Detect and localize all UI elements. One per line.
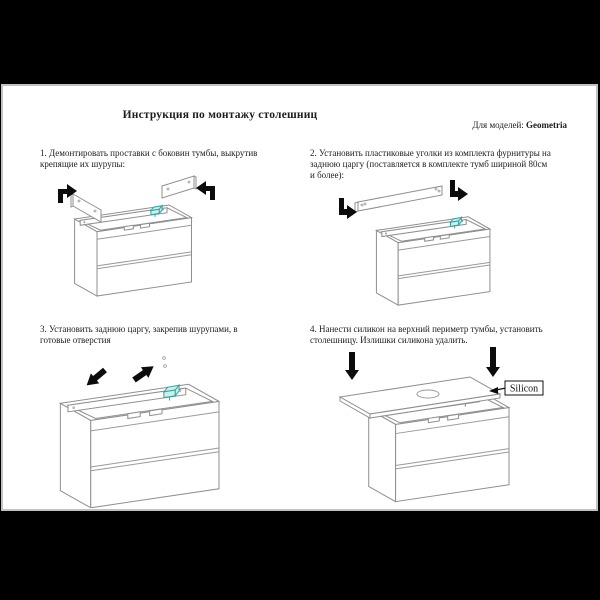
step-2-diagram	[318, 178, 568, 323]
bent-arrow-down-right-icon	[450, 180, 468, 201]
step-3-line-2: готовые отверстия	[40, 335, 111, 345]
cabinet-drawing	[60, 384, 219, 508]
silicon-label: Silicon	[509, 383, 539, 395]
models-value: Geometria	[526, 120, 567, 130]
models-label: Для моделей:	[472, 120, 527, 130]
diagonal-arrow-down-left-icon	[82, 365, 109, 390]
rear-rail	[355, 186, 442, 212]
models-line	[472, 120, 567, 130]
step-2-line-1: 2. Установить пластиковые уголки из комплекта фурнитуры на	[310, 148, 551, 158]
step-4-line-2: столешницу. Излишки силикона удалить.	[310, 335, 468, 345]
step-1-line-2: крепящие их шурупы:	[40, 159, 126, 169]
silicon-callout	[489, 381, 543, 395]
step-2-line-2: заднюю царгу (поставляется в комплекте тумб шириной 80см	[310, 159, 548, 169]
step-2-text	[310, 148, 551, 181]
step-4-line-1: 4. Нанести силикон на верхний периметр тумбы, установить	[310, 324, 543, 334]
top-black-band	[0, 0, 600, 84]
arrow-down-icon	[486, 347, 500, 377]
cabinet-drawing	[75, 205, 192, 296]
arrow-down-icon	[345, 352, 359, 380]
step-1-diagram	[45, 170, 260, 310]
bent-arrow-up-left-icon	[196, 181, 215, 200]
step-1-text	[40, 148, 257, 170]
page-title: Инструкция по монтажу столешниц	[122, 109, 318, 121]
screw-hole	[163, 357, 166, 360]
cabinet-drawing	[376, 217, 490, 305]
bottom-black-band	[0, 511, 600, 600]
step-4-diagram	[322, 340, 578, 508]
diagonal-arrow-up-right-icon	[130, 361, 157, 385]
spacer-strip-right	[162, 176, 196, 198]
bent-arrow-down-right-icon	[339, 198, 357, 219]
step-3-line-1: 3. Установить заднюю царгу, закрепив шурупами, в	[40, 324, 238, 334]
screw-hole	[164, 365, 167, 368]
step-2-line-3: и более):	[310, 170, 345, 180]
step-3-diagram	[48, 340, 278, 508]
step-1-line-1: 1. Демонтировать проставки с боковин тумбы, выкрутив	[40, 148, 258, 158]
